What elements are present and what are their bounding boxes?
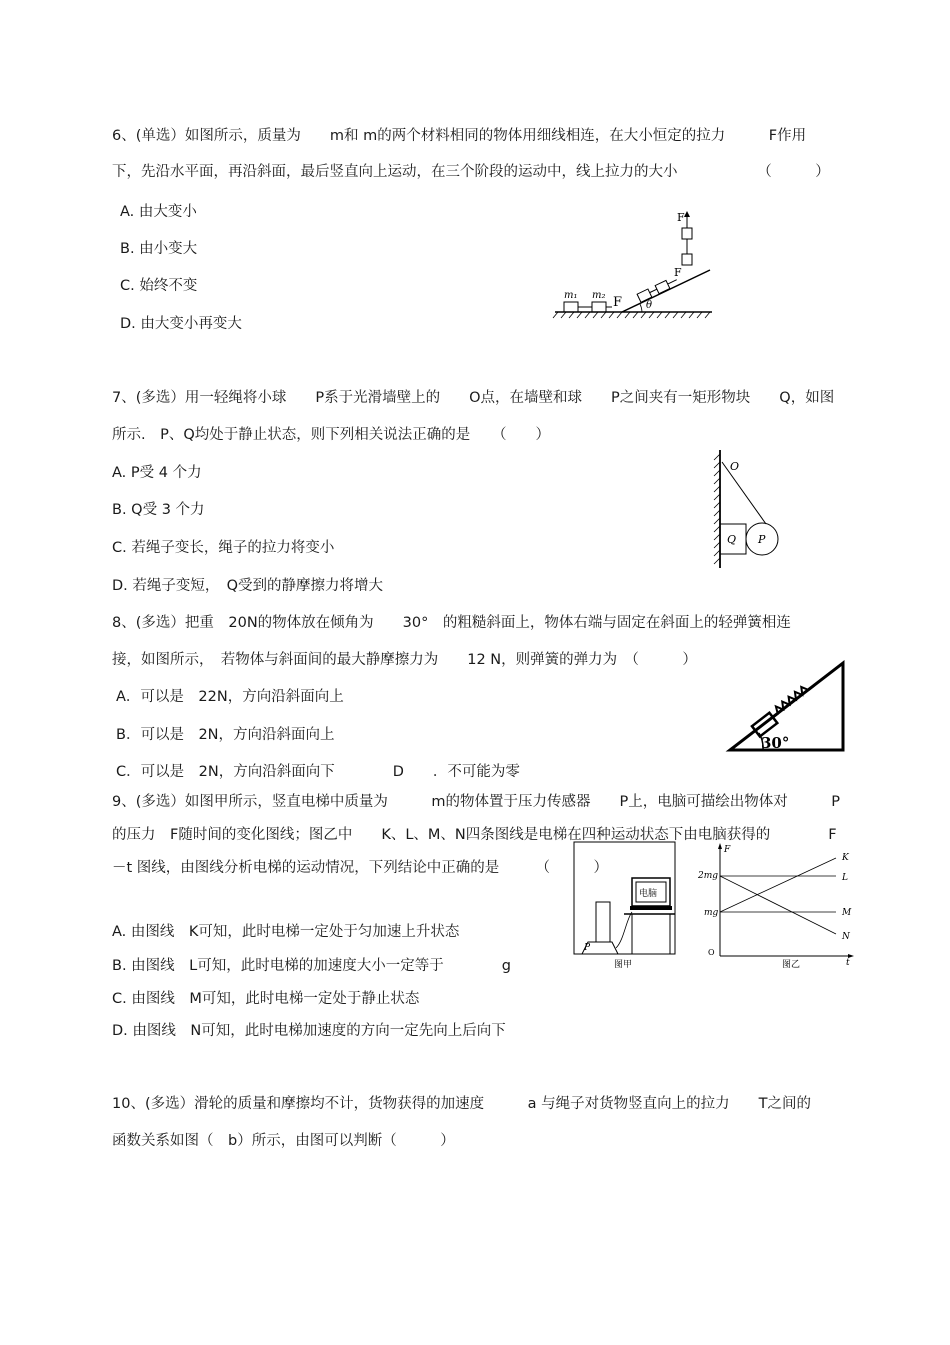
q9-2mg-label: 2mg [698,871,719,881]
q7-option-a: A. P受 4 个力 [112,465,202,481]
q9-line-1: 9、(多选）如图甲所示，竖直电梯中质量为 m的物体置于压力传感器 P上，电脑可描绘出物体对 P [112,794,840,810]
q6-option-c: C. 始终不变 [120,278,198,294]
q6-force-vertical-label: F [677,211,685,224]
q9-line-3: －t 图线，由图线分析电梯的运动情况，下列结论中正确的是 （ ） [112,860,609,876]
q6-m1-label: m₁ [564,290,578,301]
q9-axis-t-label: t [846,958,850,968]
q8-figure [725,655,850,755]
q9-computer-label: 电脑 [639,889,658,899]
q9-option-b: B. 由图线 L可知，此时电梯的加速度大小一定等于 g [112,958,511,974]
q9-line-m-label: M [842,908,852,918]
q9-mg-label: mg [704,908,719,918]
q7-option-b: B. Q受 3 个力 [112,502,205,518]
q6-line-2: 下，先沿水平面，再沿斜面，最后竖直向上运动，在三个阶段的运动中，线上拉力的大小 （ ） [112,164,830,180]
q6-figure [550,208,715,323]
q7-block-q-label: Q [727,533,737,546]
q6-m2-label: m₂ [592,290,606,301]
q9-line-l-label: L [842,873,848,883]
q9-origin-label: O [708,948,715,957]
q6-option-b: B. 由小变大 [120,241,198,257]
q9-axis-f-label: F [724,845,731,855]
q7-line-2: 所示. P、Q均处于静止状态，则下列相关说法正确的是 （ ） [112,427,551,443]
q9-option-c: C. 由图线 M可知，此时电梯一定处于静止状态 [112,991,420,1007]
q10-line-1: 10、(多选）滑轮的质量和摩擦均不计，货物获得的加速度 a 与绳子对货物竖直向上的拉力 T之间的 [112,1096,811,1112]
q8-line-1: 8、(多选）把重 20N的物体放在倾角为 30° 的粗糙斜面上，物体右端与固定在斜面上的轻弹簧相连 [112,615,791,631]
q7-line-1: 7、(多选）用一轻绳将小球 P系于光滑墙壁上的 O点，在墙壁和球 P之间夹有一矩形物块 Q，如图 [112,390,835,406]
q7-option-d: D. 若绳子变短， Q受到的静摩擦力将增大 [112,578,384,594]
q9-figure-right [684,840,856,970]
q9-option-a: A. 由图线 K可知，此时电梯一定处于匀加速上升状态 [112,924,460,940]
q7-figure [708,448,788,573]
q6-force-incline-label: F [674,266,682,279]
q9-caption-right: 图乙 [782,960,801,970]
q8-option-b: B．可以是 2N，方向沿斜面向上 [116,727,335,743]
q7-ball-p-label: P [758,533,766,546]
q8-option-c-d: C．可以是 2N，方向沿斜面向下 D ．不可能为零 [116,764,520,780]
q7-option-c: C. 若绳子变长，绳子的拉力将变小 [112,540,335,556]
q8-line-2: 接，如图所示， 若物体与斜面间的最大静摩擦力为 12 N，则弹簧的弹力为 （ ） [112,652,697,668]
q6-theta-label: θ [646,300,653,311]
q9-figure-left [572,840,678,970]
q9-sensor-p-label: P [584,943,591,953]
q6-line-1: 6、(单选）如图所示，质量为 m和 m的两个材料相同的物体用细线相连，在大小恒定的拉力 F作用 [112,128,807,144]
q6-option-d: D. 由大变小再变大 [120,316,242,332]
q6-force-label: F [613,295,623,310]
q8-angle-label: 30° [761,734,790,752]
q7-point-o-label: O [730,460,740,473]
q10-line-2: 函数关系如图（ b）所示，由图可以判断（ ） [112,1133,455,1149]
q9-line-k-label: K [842,853,849,863]
q6-option-a: A. 由大变小 [120,204,197,220]
q9-caption-left: 图甲 [614,960,633,970]
q9-option-d: D. 由图线 N可知，此时电梯加速度的方向一定先向上后向下 [112,1023,506,1039]
q8-option-a: A．可以是 22N，方向沿斜面向上 [116,689,344,705]
q9-line-n-label: N [842,932,850,942]
q9-line-2: 的压力 F随时间的变化图线；图乙中 K、L、M、N四条图线是电梯在四种运动状态下由电脑获得的 F [112,827,837,843]
